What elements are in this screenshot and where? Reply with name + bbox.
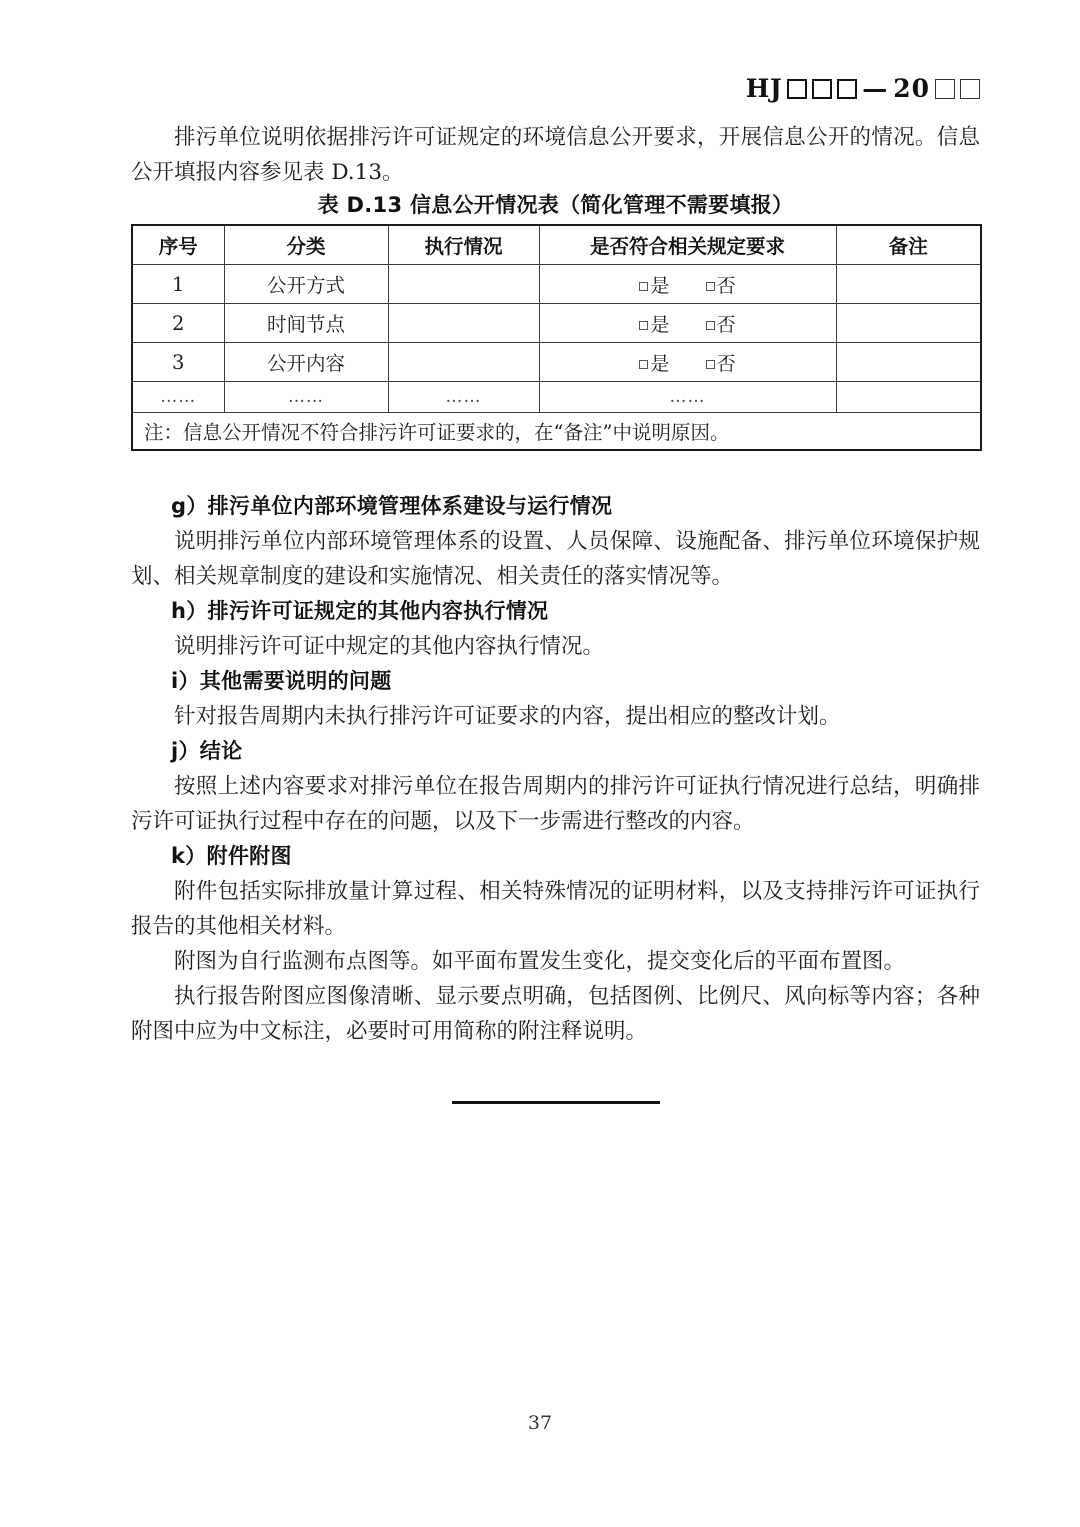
checkbox-square-icon (639, 321, 648, 330)
cell-compliance (539, 343, 836, 382)
column-header-index: 序号 (132, 225, 224, 265)
checkbox-square-icon (706, 321, 715, 330)
ellipsis-cell-index: …… (132, 382, 224, 413)
section-h-paragraph-1: 说明排污许可证中规定的其他内容执行情况。 (174, 634, 605, 659)
code-placeholder-box-2 (812, 79, 832, 99)
table-ellipsis-row (132, 382, 981, 413)
cell-category: 时间节点 (224, 304, 388, 343)
year-placeholder-box-2 (960, 79, 980, 99)
section-heading-h: h）排污许可证规定的其他内容执行情况 (171, 599, 549, 623)
table-header-row (132, 225, 981, 265)
ellipsis-cell-status: …… (388, 382, 539, 413)
checkbox-yes-label: 是 (650, 274, 670, 297)
table-note: 注：信息公开情况不符合排污许可证要求的，在“备注”中说明原因。 (132, 413, 981, 451)
information-disclosure-table (131, 224, 982, 451)
checkbox-square-icon (639, 282, 648, 291)
standard-code-prefix: HJ (745, 74, 783, 103)
checkbox-no[interactable] (706, 349, 736, 376)
checkbox-yes-label: 是 (650, 352, 670, 375)
header-dash: — (862, 74, 889, 103)
table-note-row (132, 413, 981, 451)
year-placeholder-box-1 (935, 79, 955, 99)
cell-index: 1 (132, 265, 224, 304)
section-heading-i: i）其他需要说明的问题 (171, 669, 392, 693)
section-i-paragraph-1: 针对报告周期内未执行排污许可证要求的内容，提出相应的整改计划。 (174, 704, 841, 729)
section-heading-j: j）结论 (171, 739, 243, 763)
checkbox-square-icon (706, 360, 715, 369)
cell-status[interactable] (388, 304, 539, 343)
checkbox-yes[interactable] (639, 271, 669, 298)
cell-remark[interactable] (836, 304, 981, 343)
code-placeholder-box-3 (837, 79, 857, 99)
intro-paragraph: 排污单位说明依据排污许可证规定的环境信息公开要求，开展信息公开的情况。信息公开填报内容参见表 D.13。 (131, 125, 980, 185)
table-caption: 表 D.13 信息公开情况表（简化管理不需要填报） (317, 193, 794, 217)
cell-status[interactable] (388, 343, 539, 382)
checkbox-yes[interactable] (639, 310, 669, 337)
page-content (131, 120, 980, 1108)
code-placeholder-box-1 (787, 79, 807, 99)
cell-category: 公开内容 (224, 343, 388, 382)
end-of-section-rule (452, 1101, 660, 1104)
section-k-paragraph-2: 附图为自行监测布点图等。如平面布置发生变化，提交变化后的平面布置图。 (174, 949, 906, 974)
year-prefix: 20 (893, 74, 930, 103)
cell-category: 公开方式 (224, 265, 388, 304)
cell-status[interactable] (388, 265, 539, 304)
checkbox-square-icon (639, 360, 648, 369)
ellipsis-cell-compliance: …… (539, 382, 836, 413)
cell-remark[interactable] (836, 265, 981, 304)
section-heading-k: k）附件附图 (171, 844, 292, 868)
checkbox-no-label: 否 (716, 352, 736, 375)
ellipsis-cell-remark (836, 382, 981, 413)
table-row (132, 304, 981, 343)
cell-index: 2 (132, 304, 224, 343)
column-header-status: 执行情况 (388, 225, 539, 265)
cell-compliance (539, 265, 836, 304)
page-number: 37 (527, 1412, 553, 1434)
table-row (132, 265, 981, 304)
cell-remark[interactable] (836, 343, 981, 382)
cell-compliance (539, 304, 836, 343)
column-header-remark: 备注 (836, 225, 981, 265)
section-j-paragraph-1: 按照上述内容要求对排污单位在报告周期内的排污许可证执行情况进行总结，明确排污许可证执行过程中存在的问题，以及下一步需进行整改的内容。 (131, 774, 980, 834)
section-k-paragraph-3: 执行报告附图应图像清晰、显示要点明确，包括图例、比例尺、风向标等内容；各种附图中应为中文标注，必要时可用简称的附注释说明。 (131, 984, 980, 1044)
checkbox-no-label: 否 (716, 274, 736, 297)
checkbox-no[interactable] (706, 271, 736, 298)
checkbox-no-label: 否 (716, 313, 736, 336)
checkbox-no[interactable] (706, 310, 736, 337)
checkbox-yes[interactable] (639, 349, 669, 376)
checkbox-square-icon (706, 282, 715, 291)
section-k-paragraph-1: 附件包括实际排放量计算过程、相关特殊情况的证明材料，以及支持排污许可证执行报告的其他相关材料。 (131, 879, 980, 939)
column-header-compliance: 是否符合相关规定要求 (539, 225, 836, 265)
table-row (132, 343, 981, 382)
column-header-category: 分类 (224, 225, 388, 265)
section-g-paragraph-1: 说明排污单位内部环境管理体系的设置、人员保障、设施配备、排污单位环境保护规划、相关规章制度的建设和实施情况、相关责任的落实情况等。 (131, 529, 980, 589)
document-header (746, 74, 980, 103)
cell-index: 3 (132, 343, 224, 382)
spacer (131, 451, 980, 489)
ellipsis-cell-category: …… (224, 382, 388, 413)
end-of-section-rule-wrap (131, 1089, 980, 1108)
checkbox-yes-label: 是 (650, 313, 670, 336)
section-heading-g: g）排污单位内部环境管理体系建设与运行情况 (171, 494, 613, 518)
